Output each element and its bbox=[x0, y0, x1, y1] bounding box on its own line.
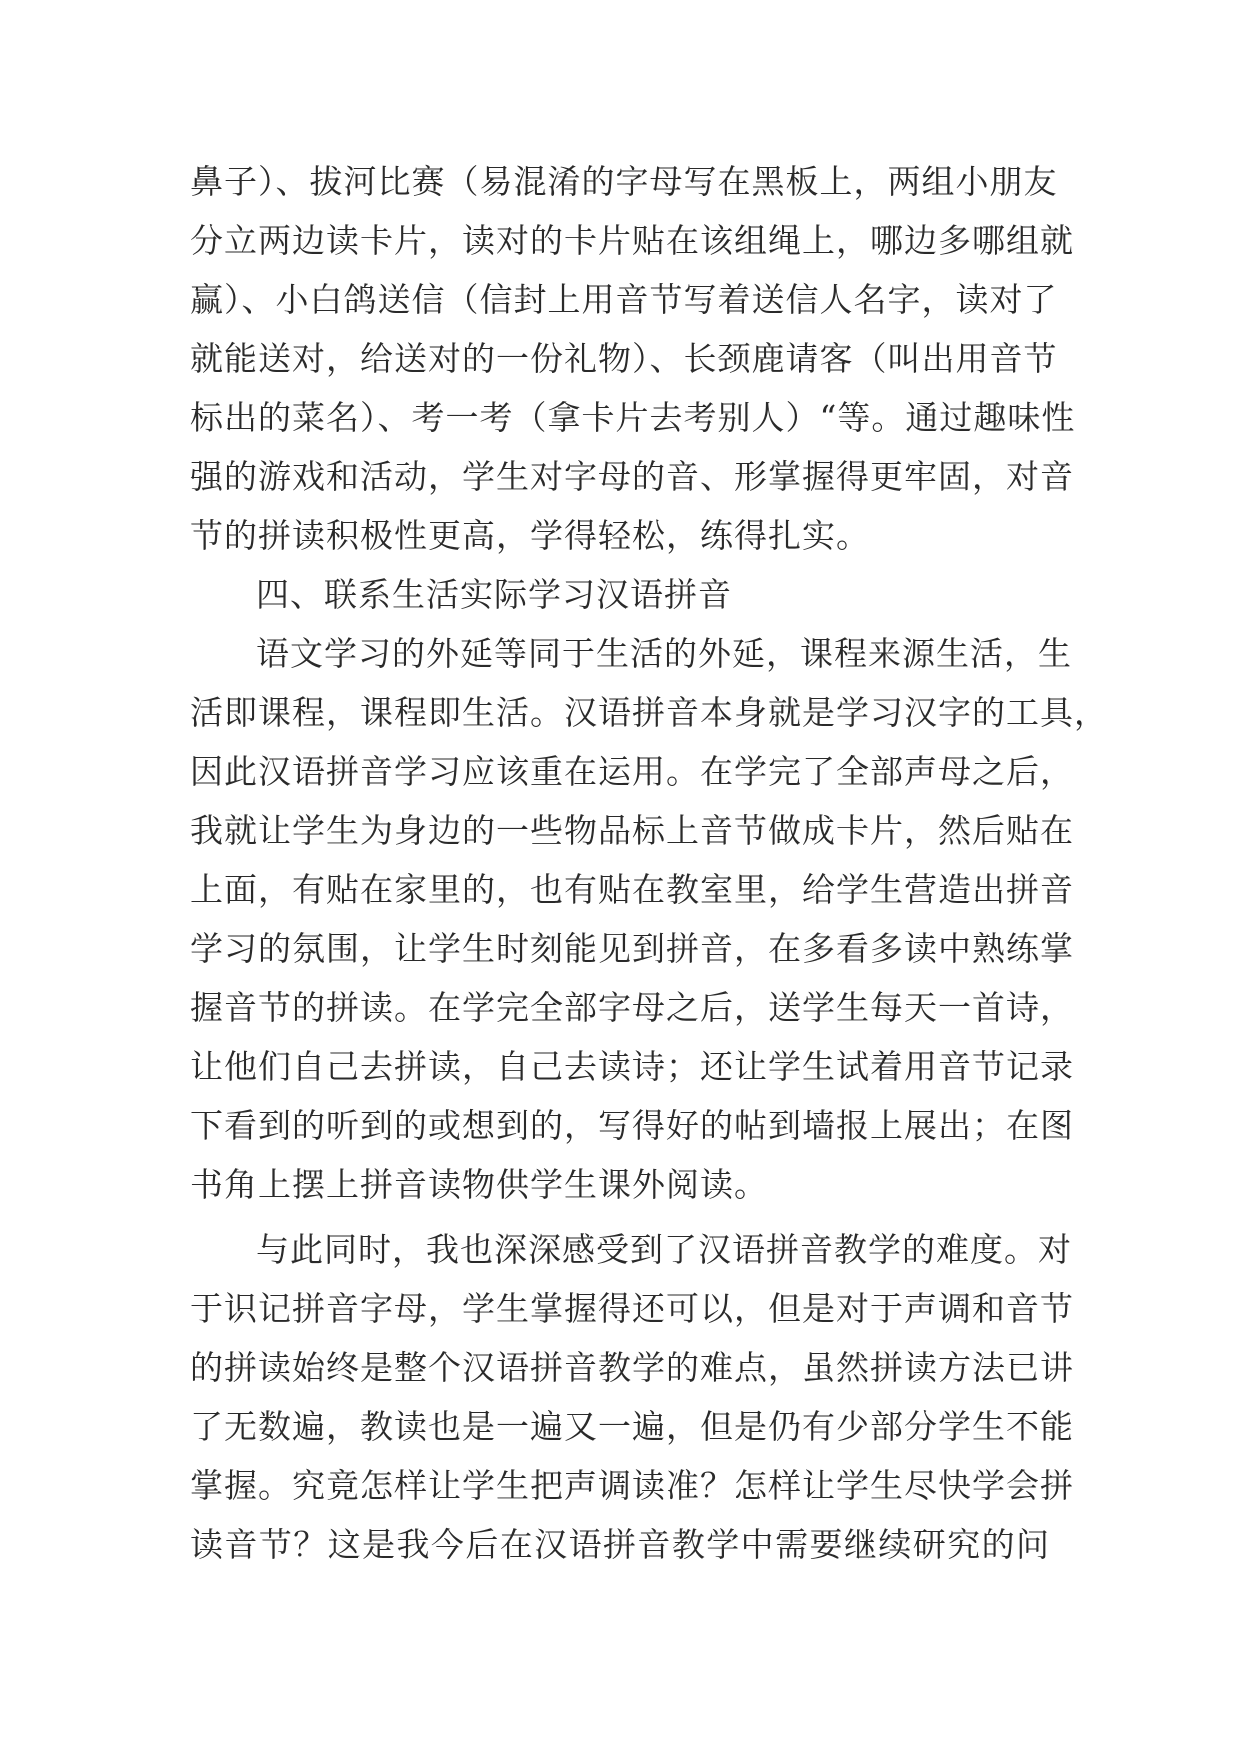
text-line: 因此汉语拼音学习应该重在运用。在学完了全部声母之后， bbox=[190, 752, 1074, 791]
text-line: 强的游戏和活动，学生对字母的音、形掌握得更牢固，对音 bbox=[190, 457, 1074, 496]
text-line: 节的拼读积极性更高，学得轻松，练得扎实。 bbox=[190, 516, 870, 555]
text-line: 书角上摆上拼音读物供学生课外阅读。 bbox=[190, 1165, 768, 1204]
text-line: 鼻子）、拔河比赛（易混淆的字母写在黑板上，两组小朋友 bbox=[190, 162, 1058, 201]
text-line: 握音节的拼读。在学完全部字母之后，送学生每天一首诗， bbox=[190, 988, 1074, 1027]
text-line: 就能送对，给送对的一份礼物）、长颈鹿请客（叫出用音节 bbox=[190, 339, 1058, 378]
text-line: 分立两边读卡片，读对的卡片贴在该组绳上，哪边多哪组就 bbox=[190, 221, 1074, 260]
section-heading: 四、联系生活实际学习汉语拼音 bbox=[256, 575, 732, 614]
text-line: 下看到的听到的或想到的，写得好的帖到墙报上展出；在图 bbox=[190, 1106, 1074, 1145]
text-line: 上面，有贴在家里的，也有贴在教室里，给学生营造出拼音 bbox=[190, 870, 1074, 909]
text-line: 活即课程，课程即生活。汉语拼音本身就是学习汉字的工具， bbox=[190, 693, 1108, 732]
text-line: 语文学习的外延等同于生活的外延，课程来源生活，生 bbox=[256, 634, 1072, 673]
body-text bbox=[190, 152, 1108, 1574]
paragraph-life bbox=[190, 624, 1108, 1214]
text-line: 于识记拼音字母，学生掌握得还可以，但是对于声调和音节 bbox=[190, 1289, 1074, 1328]
text-line: 的拼读始终是整个汉语拼音教学的难点，虽然拼读方法已讲 bbox=[190, 1348, 1074, 1387]
text-line: 赢）、小白鸽送信（信封上用音节写着送信人名字，读对了 bbox=[190, 280, 1058, 319]
paragraph-games bbox=[190, 152, 1076, 565]
text-line: 读音节？这是我今后在汉语拼音教学中需要继续研究的问 bbox=[190, 1525, 1050, 1564]
text-line: 掌握。究竟怎样让学生把声调读准？怎样让学生尽快学会拼 bbox=[190, 1466, 1074, 1505]
text-line: 与此同时，我也深深感受到了汉语拼音教学的难度。对 bbox=[256, 1230, 1072, 1269]
text-line: 了无数遍，教读也是一遍又一遍，但是仍有少部分学生不能 bbox=[190, 1407, 1074, 1446]
text-line: 标出的菜名）、考一考（拿卡片去考别人）“等。通过趣味性 bbox=[190, 398, 1076, 437]
text-line: 学习的氛围，让学生时刻能见到拼音，在多看多读中熟练掌 bbox=[190, 929, 1074, 968]
paragraph-difficulty bbox=[190, 1220, 1074, 1574]
text-line: 让他们自己去拼读，自己去读诗；还让学生试着用音节记录 bbox=[190, 1047, 1074, 1086]
text-line: 我就让学生为身边的一些物品标上音节做成卡片，然后贴在 bbox=[190, 811, 1074, 850]
